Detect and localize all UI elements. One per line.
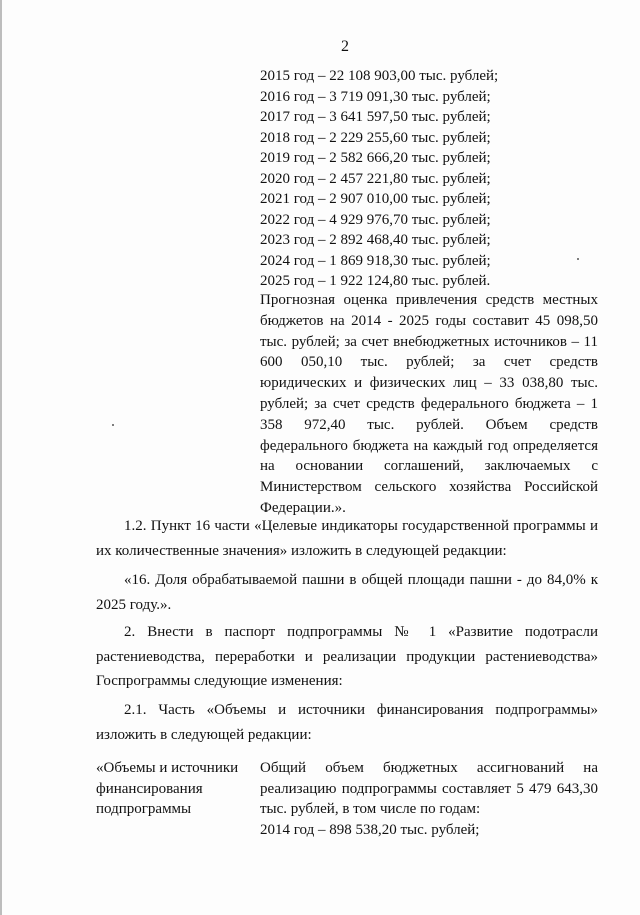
scan-speck <box>112 424 114 426</box>
funding-year-line: 2021 год – 2 907 010,00 тыс. рублей; <box>260 191 491 207</box>
paragraph-2-1: 2.1. Часть «Объемы и источники финансирования подпрограммы» изложить в следующей редакции: <box>96 702 598 743</box>
funding-year-line: 2022 год – 4 929 976,70 тыс. рублей; <box>260 211 491 228</box>
funding-year-line: 2023 год – 2 892 468,40 тыс. рублей; <box>260 232 491 248</box>
funding-year-line: 2025 год – 1 922 124,80 тыс. рублей. <box>260 273 491 289</box>
funding-year-line: 2018 год – 2 229 255,60 тыс. рублей; <box>260 129 491 146</box>
funding-year-line: 2016 год – 3 719 091,30 тыс. рублей; <box>260 88 491 105</box>
funding-year-line: 2020 год – 2 457 221,80 тыс. рублей; <box>260 170 491 187</box>
forecast-paragraph: Прогнозная оценка привлечения средств местных бюджетов на 2014 - 2025 годы составит 45 098,50 тыс. рублей; за счет внебюджетных источников – 11 600 050,10 тыс. рублей; за счет средств юридических и физических лиц – 33 038,80 тыс. рублей; за счет средств федерального бюджета – 1 358 972,40 тыс. рублей. Объем средств федерального бюджета на каждый год определяется на основании соглашений, заключаемых с Министерством сельского хозяйства Российской Федерации.». <box>260 292 598 516</box>
funding-by-year-list <box>260 66 600 292</box>
paragraph-1-2: 1.2. Пункт 16 части «Целевые индикаторы государственной программы и их количественные значения» изложить в следующей редакции: <box>96 518 598 559</box>
scan-speck <box>577 258 579 260</box>
funding-year-line: 2024 год – 1 869 918,30 тыс. рублей; <box>260 252 491 269</box>
scan-edge <box>0 0 2 915</box>
table-left-label: «Объемы и источники финансирования подпрограммы <box>96 760 239 817</box>
page-number: 2 <box>341 38 349 55</box>
table-right-first-year: 2014 год – 898 538,20 тыс. рублей; <box>260 821 480 838</box>
paragraph-2: 2. Внести в паспорт подпрограммы № 1 «Развитие подотрасли растениеводства, переработки и реализации продукции растениеводства» Госпрограммы следующие изменения: <box>96 624 598 689</box>
funding-year-line: 2019 год – 2 582 666,20 тыс. рублей; <box>260 150 491 166</box>
funding-year-line: 2017 год – 3 641 597,50 тыс. рублей; <box>260 109 491 125</box>
table-right-cell <box>260 758 598 840</box>
paragraph-16: «16. Доля обрабатываемой пашни в общей площади пашни - до 84,0% к 2025 году.». <box>96 572 598 613</box>
table-right-intro: Общий объем бюджетных ассигнований на реализацию подпрограммы составляет 5 479 643,30 тыс. рублей, в том числе по годам: <box>260 760 598 817</box>
funding-year-line: 2015 год – 22 108 903,00 тыс. рублей; <box>260 68 499 84</box>
